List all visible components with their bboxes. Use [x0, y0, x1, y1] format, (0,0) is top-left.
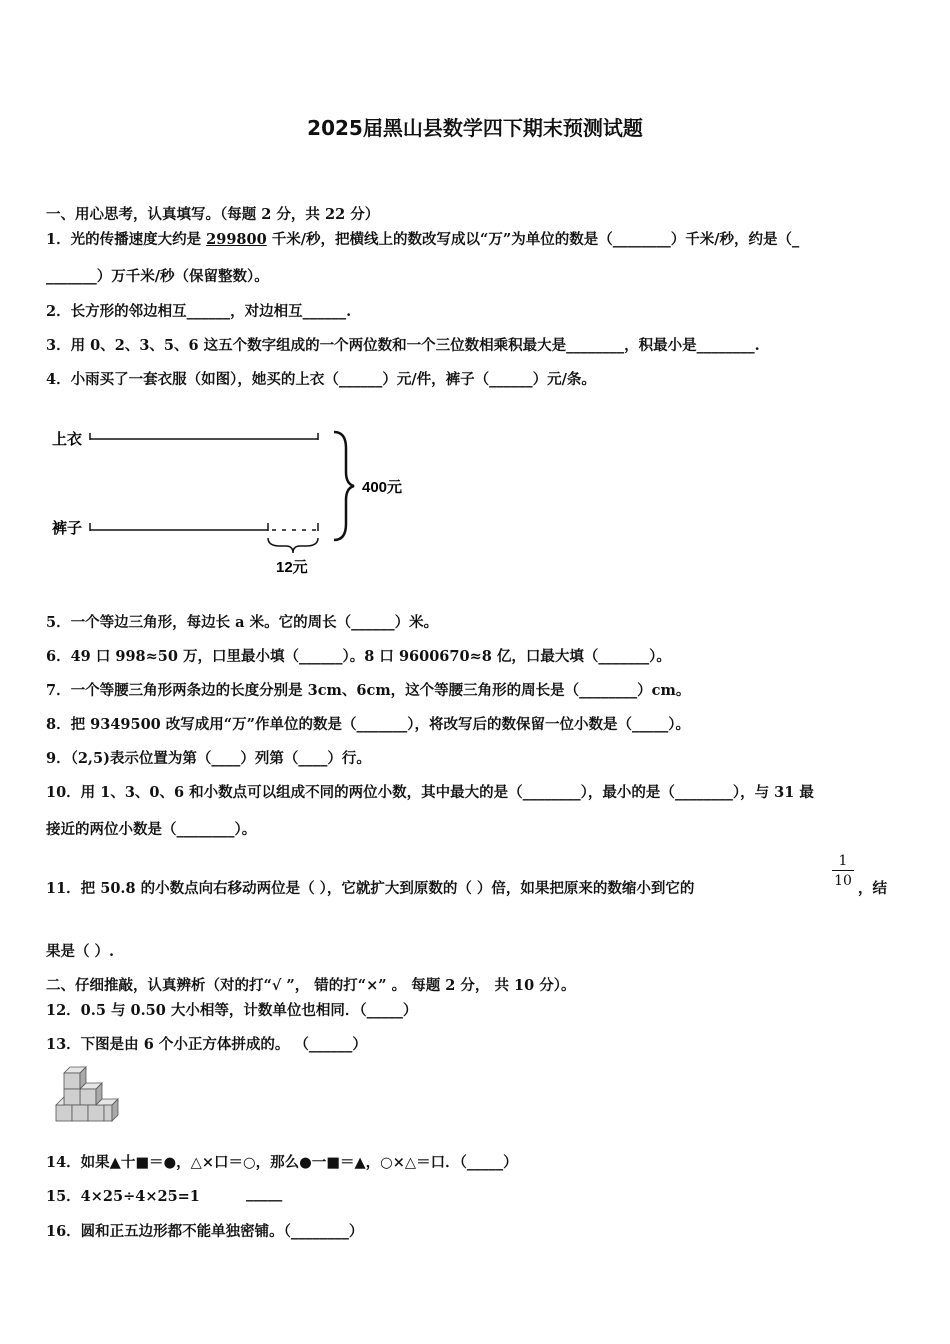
question-13: 13．下图是由 6 个小正方体拼成的。 （______）: [46, 1036, 367, 1053]
question-8: 8．把 9349500 改写成用“万”作单位的数是（_______），将改写后的数保留一位小数是（_____）。: [46, 716, 690, 733]
section-1-heading: 一、用心思考，认真填写。（每题 2 分，共 22 分）: [46, 206, 380, 223]
question-15-answer-blank: _____: [246, 1185, 283, 1202]
fraction-denominator: 10: [834, 873, 852, 889]
q1-underlined-number: 299800: [206, 231, 267, 248]
difference-label: 12元: [276, 559, 308, 576]
question-11-line-1: [46, 877, 694, 898]
question-14: 14．如果▲十■＝●，△×口＝○，那么●一■＝▲，○×△＝口．（_____）: [46, 1154, 518, 1171]
question-2: 2．长方形的邻边相互______，对边相互______.: [46, 303, 352, 320]
question-1-line-1: [46, 228, 799, 249]
section-2-heading: 二、仔细推敲，认真辨析（对的打“√ ”， 错的打“×” 。 每题 2 分， 共 10 分）。: [46, 977, 576, 994]
difference-brace: [268, 538, 318, 553]
one-tenth-fraction: [832, 852, 854, 891]
total-brace: [334, 432, 354, 540]
question-12: 12．0.5 与 0.50 大小相等，计数单位也相同．（_____）: [46, 1002, 418, 1019]
question-10-line-1: 10．用 1、3、0、6 和小数点可以组成不同的两位小数，其中最大的是（________），最小的是（________），与 31 最: [46, 784, 814, 801]
clothes-price-diagram: [46, 420, 426, 585]
question-6: 6．49 口 998≈50 万，口里最小填（______）。8 口 9600670≈8 亿，口最大填（_______）。: [46, 648, 671, 665]
fraction-numerator: 1: [832, 852, 854, 871]
q11-tail: ，结: [858, 880, 887, 897]
q11-text: 11．把 50.8 的小数点向右移动两位是（ ），它就扩大到原数的（ ）倍，如果把原来的数缩小到它的: [46, 880, 695, 897]
question-5: 5．一个等边三角形，每边长 a 米。它的周长（______）米。: [46, 614, 439, 631]
question-10-line-2: 接近的两位小数是（________）。: [46, 821, 257, 838]
question-3: 3．用 0、2、3、5、6 这五个数字组成的一个两位数和一个三位数相乘积最大是________，积最小是________.: [46, 337, 760, 354]
question-4: 4．小雨买了一套衣服（如图），她买的上衣（______）元/件，裤子（______）元/条。: [46, 371, 596, 388]
question-15: 15．4×25÷4×25=1: [46, 1188, 200, 1205]
page-title: 2025届黑山县数学四下期末预测试题: [307, 116, 643, 140]
total-label: 400元: [362, 479, 403, 496]
question-7: 7．一个等腰三角形两条边的长度分别是 3cm、6cm，这个等腰三角形的周长是（________）cm。: [46, 682, 691, 699]
question-9: 9．（2,5)表示位置为第（____）列第（____）行。: [46, 750, 371, 767]
q1-suffix: 千米/秒，把横线上的数改写成以“万”为单位的数是（________）千米/秒，约是（_: [266, 231, 800, 248]
q1-prefix: 1．光的传播速度大约是: [46, 231, 207, 248]
question-11-line-2: 果是（ ）.: [46, 943, 115, 960]
question-16: 16．圆和正五边形都不能单独密铺。（________）: [46, 1223, 364, 1240]
question-1-line-2: _______）万千米/秒（保留整数）。: [46, 268, 269, 285]
label-shirt: 上衣: [52, 431, 83, 448]
label-pants: 裤子: [52, 520, 83, 537]
cubes-figure: [50, 1063, 122, 1129]
